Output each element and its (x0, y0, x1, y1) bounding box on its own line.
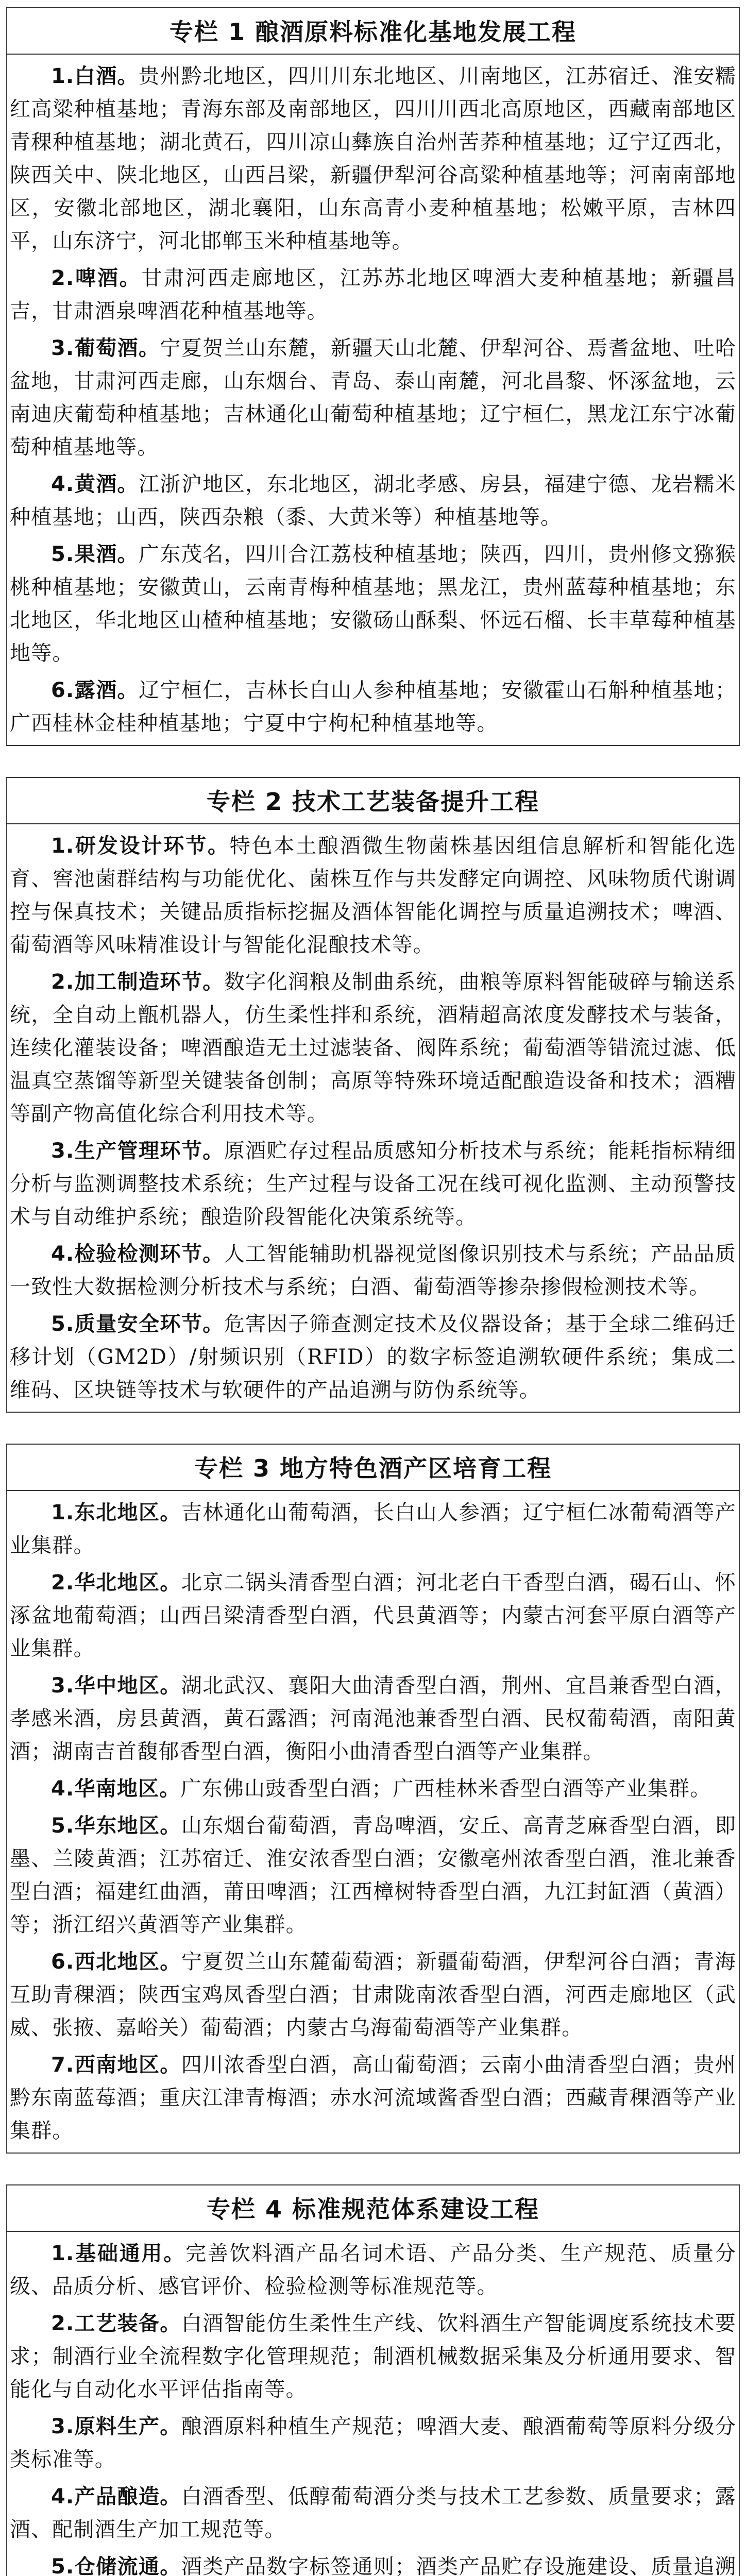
list-item (10, 963, 736, 1132)
item-heading: 4.检验检测环节。 (51, 1242, 224, 1266)
item-heading: 7.西南地区。 (51, 2053, 181, 2077)
item-heading: 6.西北地区。 (51, 1950, 181, 1974)
item-heading: 1.研发设计环节。 (51, 834, 230, 858)
item-text: 辽宁桓仁，吉林长白山人参种植基地；安徽霍山石斛种植基地；广西桂林金桂种植基地；宁夏中宁枸杞种植基地等。 (10, 679, 736, 735)
list-item (10, 827, 736, 963)
list-item (10, 1667, 736, 1770)
column-title: 专栏 3 地方特色酒产区培育工程 (7, 1445, 739, 1491)
item-text: 危害因子筛查测定技术及仪器设备；基于全球二维码迁移计划（GM2D）/射频识别（RFID）的数字标签追溯软硬件系统；集成二维码、区块链等技术与软硬件的产品追溯与防伪系统等。 (10, 1312, 736, 1402)
column-body (7, 1491, 739, 2153)
item-text: 白酒香型、低醇葡萄酒分类与技术工艺参数、质量要求；露酒、配制酒生产加工规范等。 (10, 2485, 736, 2541)
item-heading: 1.白酒。 (51, 64, 139, 88)
item-heading: 4.产品酿造。 (51, 2485, 181, 2509)
item-text: 宁夏贺兰山东麓葡萄酒；新疆葡萄酒，伊犁河谷白酒；青海互助青稞酒；陕西宝鸡凤香型白酒；甘肃陇南浓香型白酒，河西走廊地区（武威、张掖、嘉峪关）葡萄酒；内蒙古乌海葡萄酒等产业集群。 (10, 1950, 736, 2040)
list-item (10, 1235, 736, 1306)
item-text: 贵州黔北地区，四川川东北地区、川南地区，江苏宿迁、淮安糯红高粱种植基地；青海东部及南部地区，四川川西北高原地区，西藏南部地区青稞种植基地；湖北黄石，四川凉山彝族自治州苦荞种植基地；辽宁辽西北，陕西关中、陕北地区，山西吕梁，新疆伊犁河谷高粱种植基地等；河南南部地区，安徽北部地区，湖北襄阳，山东高青小麦种植基地；松嫩平原，吉林四平，山东济宁，河北邯郸玉米种植基地等。 (10, 64, 736, 253)
list-item (10, 2305, 736, 2408)
list-item (10, 1807, 736, 1943)
item-text: 四川浓香型白酒，高山葡萄酒；云南小曲清香型白酒；贵州黔东南蓝莓酒；重庆江津青梅酒；赤水河流域酱香型白酒；西藏青稞酒等产业集群。 (10, 2053, 736, 2143)
item-text: 北京二锅头清香型白酒；河北老白干香型白酒，碣石山、怀涿盆地葡萄酒；山西吕梁清香型白酒，代县黄酒等；内蒙古河套平原白酒等产业集群。 (10, 1571, 736, 1660)
item-heading: 5.华东地区。 (51, 1814, 181, 1838)
item-text: 湖北武汉、襄阳大曲清香型白酒，荆州、宜昌兼香型白酒，孝感米酒，房县黄酒，黄石露酒；河南渑池兼香型白酒、民权葡萄酒，南阳黄酒；湖南吉首馥郁香型白酒，衡阳小曲清香型白酒等产业集群。 (10, 1674, 736, 1764)
list-item (10, 672, 736, 742)
item-text: 山东烟台葡萄酒，青岛啤酒，安丘、高青芝麻香型白酒，即墨、兰陵黄酒；江苏宿迁、淮安浓香型白酒；安徽亳州浓香型白酒，淮北兼香型白酒；福建红曲酒，莆田啤酒；江西樟树特香型白酒，九江封缸酒（黄酒）等；浙江绍兴黄酒等产业集群。 (10, 1814, 736, 1937)
list-item (10, 466, 736, 536)
item-text: 完善饮料酒产品名词术语、产品分类、生产规范、质量分级、品质分析、感官评价、检验检测等标准规范等。 (10, 2242, 736, 2298)
item-heading: 2.工艺装备。 (51, 2312, 181, 2335)
list-item (10, 1132, 736, 1235)
item-text: 宁夏贺兰山东麓，新疆天山北麓、伊犁河谷、焉耆盆地、吐哈盆地，甘肃河西走廊，山东烟台、青岛、泰山南麓，河北昌黎、怀涿盆地，云南迪庆葡萄种植基地；吉林通化山葡萄种植基地；辽宁桓仁，黑龙江东宁冰葡萄种植基地等。 (10, 336, 736, 459)
item-heading: 3.华中地区。 (51, 1674, 181, 1698)
list-item (10, 2478, 736, 2548)
list-item (10, 2235, 736, 2305)
item-heading: 4.黄酒。 (51, 472, 139, 496)
column-body (7, 55, 739, 745)
list-item (10, 1770, 736, 1807)
column-title: 专栏 2 技术工艺装备提升工程 (7, 778, 739, 824)
column-box-3 (6, 1444, 740, 2154)
list-item (10, 58, 736, 260)
column-title: 专栏 4 标准规范体系建设工程 (7, 2185, 739, 2232)
item-heading: 2.啤酒。 (51, 266, 142, 290)
item-text: 特色本土酿酒微生物菌株基因组信息解析和智能化选育、窖池菌群结构与功能优化、菌株互作与共发酵定向调控、风味物质代谢调控与保真技术；关键品质指标挖掘及酒体智能化调控与质量追溯技术；啤酒、葡萄酒等风味精准设计与智能化混酿技术等。 (10, 834, 736, 957)
item-heading: 3.生产管理环节。 (51, 1139, 224, 1163)
item-text: 广东佛山豉香型白酒；广西桂林米香型白酒等产业集群。 (180, 1777, 711, 1801)
list-item (10, 1564, 736, 1667)
item-text: 酒类产品数字标签通则；酒类产品贮存设施建设、质量追溯 (181, 2555, 736, 2576)
list-item (10, 260, 736, 330)
item-heading: 5.果酒。 (51, 543, 139, 566)
item-heading: 5.质量安全环节。 (51, 1312, 224, 1336)
item-text: 甘肃河西走廊地区，江苏苏北地区啤酒大麦种植基地；新疆昌吉，甘肃酒泉啤酒花种植基地等。 (10, 266, 737, 323)
item-heading: 1.基础通用。 (51, 2242, 186, 2265)
list-item (10, 1494, 736, 1564)
item-heading: 1.东北地区。 (51, 1501, 181, 1524)
item-text: 吉林通化山葡萄酒，长白山人参酒；辽宁桓仁冰葡萄酒等产业集群。 (10, 1501, 736, 1557)
column-title: 专栏 1 酿酒原料标准化基地发展工程 (7, 8, 739, 55)
item-text: 酿酒原料种植生产规范；啤酒大麦、酿酒葡萄等原料分级分类标准等。 (10, 2415, 736, 2471)
item-text: 人工智能辅助机器视觉图像识别技术与系统；产品品质一致性大数据检测分析技术与系统；白酒、葡萄酒等掺杂掺假检测技术等。 (10, 1242, 736, 1299)
item-heading: 2.加工制造环节。 (51, 970, 224, 994)
list-item (10, 2408, 736, 2478)
list-item (10, 536, 736, 672)
item-heading: 5.仓储流通。 (51, 2555, 181, 2576)
list-item (10, 1943, 736, 2046)
item-text: 广东茂名，四川合江荔枝种植基地；陕西，四川，贵州修文猕猴桃种植基地；安徽黄山，云南青梅种植基地；黑龙江，贵州蓝莓种植基地；东北地区，华北地区山楂种植基地；安徽砀山酥梨、怀远石榴、长丰草莓种植基地等。 (10, 543, 736, 665)
column-body (7, 824, 739, 1412)
column-box-4 (6, 2184, 740, 2576)
list-item (10, 330, 736, 466)
item-heading: 2.华北地区。 (51, 1571, 181, 1595)
column-body (7, 2232, 739, 2576)
column-box-1 (6, 7, 740, 746)
item-text: 白酒智能仿生柔性生产线、饮料酒生产智能调度系统技术要求；制酒行业全流程数字化管理规范；制酒机械数据采集及分析通用要求、智能化与自动化水平评估指南等。 (10, 2312, 736, 2401)
column-box-2 (6, 777, 740, 1413)
item-heading: 6.露酒。 (51, 679, 139, 702)
item-text: 原酒贮存过程品质感知分析技术与系统；能耗指标精细分析与监测调整技术系统；生产过程与设备工况在线可视化监测、主动预警技术与自动维护系统；酿造阶段智能化决策系统等。 (10, 1139, 736, 1229)
item-heading: 3.原料生产。 (51, 2415, 181, 2438)
item-heading: 3.葡萄酒。 (51, 336, 160, 360)
item-text: 江浙沪地区，东北地区，湖北孝感、房县，福建宁德、龙岩糯米种植基地；山西，陕西杂粮（黍、大黄米等）种植基地等。 (10, 472, 736, 529)
list-item (10, 1306, 736, 1409)
list-item (10, 2548, 736, 2576)
list-item (10, 2046, 736, 2149)
item-heading: 4.华南地区。 (51, 1777, 181, 1801)
item-text: 数字化润粮及制曲系统，曲粮等原料智能破碎与输送系统，全自动上甑机器人，仿生柔性拌和系统，酒精超高浓度发酵技术与装备，连续化灌装设备；啤酒酿造无土过滤装备、阀阵系统；葡萄酒等错流过滤、低温真空蒸馏等新型关键装备创制；高原等特殊环境适配酿造设备和技术；酒糟等副产物高值化综合利用技术等。 (10, 970, 736, 1126)
